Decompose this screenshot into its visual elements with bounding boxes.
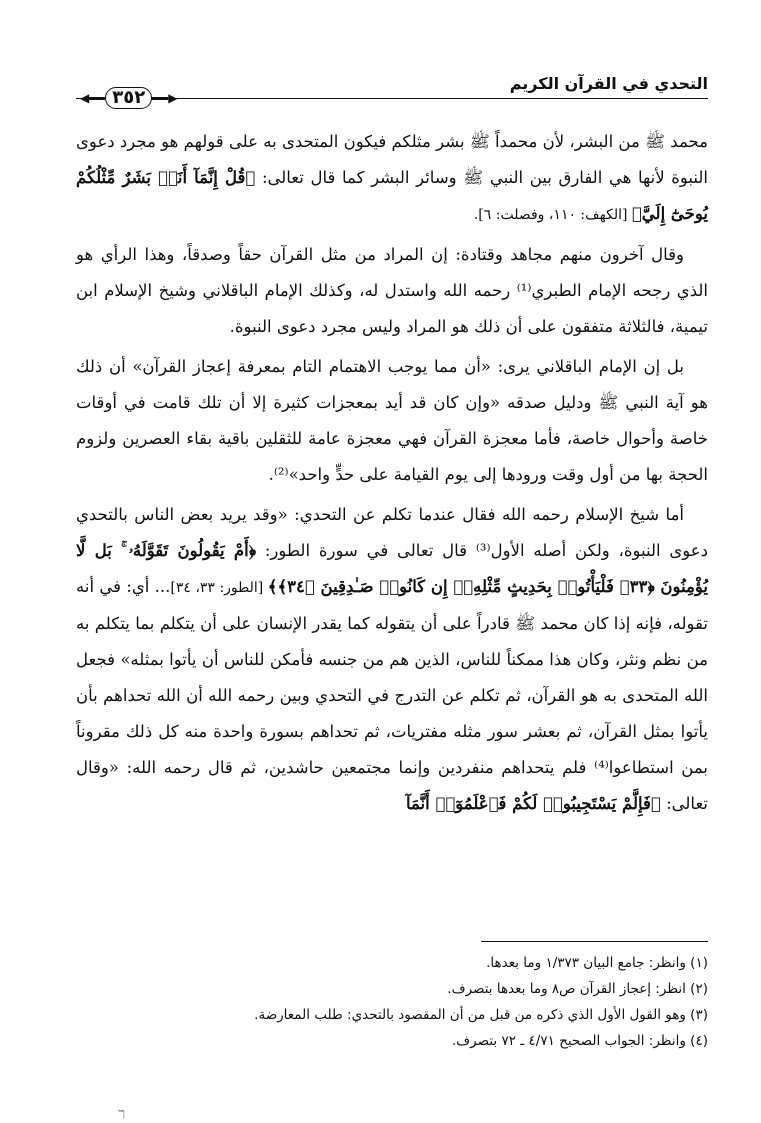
header-title: التحدي في القرآن الكريم <box>509 74 708 93</box>
ornament-right-dash <box>152 97 168 100</box>
ornament-right-arrow-icon: ▶ <box>168 91 178 105</box>
paragraph-4 <box>76 497 708 822</box>
verse-reference: [الطور: ٣٣، ٣٤] <box>170 580 268 596</box>
footnote: (٣) وهو القول الأول الذي ذكره من قبل من أن المقصود بالتحدي: طلب المعارضة. <box>254 1007 708 1023</box>
ornament-left-arrow-icon: ◀ <box>80 91 90 105</box>
paragraph-2: وقال آخرون منهم مجاهد وقتادة: إن المراد من مثل القرآن حقاً وصدقاً، وهذا الرأي هو الذي رجحه الإمام الطبري⁽¹⁾ رحمه الله واستدل له، وكذلك الإمام الباقلاني وشيخ الإسلام ابن تيمية، فالثلاثة متفقون على أن ذلك هو المراد وليس مجرد دعوى النبوة. <box>76 245 708 336</box>
paragraph-3: بل إن الإمام الباقلاني يرى: «أن مما يوجب الاهتمام التام بمعرفة إعجاز القرآن» أن ذلك هو آية النبي ﷺ ودليل صدقه «وإن كان قد أيد بمعجزات كثيرة إلا أن تلك قامت في أوقات خاصة وأحوال خاصة، فأما معجزة القرآن فهي معجزة عامة للثقلين باقية بقاء العصرين ولزوم الحجة بها من أول وقت ورودها إلى يوم القيامة على حدٍّ واحد»⁽²⁾. <box>76 357 708 484</box>
footnote: (١) وانظر: جامع البيان ١/٣٧٣ وما بعدها. <box>486 955 708 971</box>
footnote: (٢) انظر: إعجاز القرآن ص٨ وما بعدها بتصرف. <box>447 981 708 997</box>
verse-reference: [الكهف: ١١٠، وفصلت: ٦]. <box>473 207 632 223</box>
ornament-left-dash <box>89 97 105 100</box>
footnote-separator <box>481 941 708 942</box>
paragraph-4-text: أما شيخ الإسلام رحمه الله فقال عندما تكلم عن التحدي: «وقد يريد بعض الناس بالتحدي دعوى النبوة، ولكن أصله الأول⁽³⁾ قال تعالى في سورة الطور: <box>76 505 708 560</box>
paragraph-4-continuation: ... أي: في أنه تقوله، فإنه إذا كان محمد ﷺ قادراً على أن يتقوله كما يقدر الإنسان على أن يتكلم بما يتكلم به من نظم ونثر، وكان هذا ممكناً للناس، الذين هم من جنسه فأمكن للناس أن يأتوا بمثله» فجعل الله المتحدى به هو القرآن، ثم تكلم عن التدرج في التحدي وبين رحمه الله أن الله تحداهم بأن يأتوا بمثل القرآن، ثم بعشر سور مثله مفتريات، ثم تحداهم بسورة واحدة منه كل ذلك مقروناً بمن استطاعوا⁽⁴⁾ فلم يتحداهم منفردين وإنما مجتمعين حاشدين، ثم قال رحمه الله: «وقال تعالى: <box>76 577 708 813</box>
quran-verse: ﴿أَمْ يَقُولُونَ تَقَوَّلَهُۥ ۚ بَل لَّا يُؤْمِنُونَ ﴿٣٣﴾ فَلْيَأْتُوا۟ بِحَدِيثٍ مِّثْلِهِۦٓ إِن كَانُوا۟ صَـٰدِقِينَ ﴿٣٤﴾﴾ <box>76 541 709 596</box>
paragraph-1-text: محمد ﷺ من البشر، لأن محمداً ﷺ بشر مثلكم فيكون المتحدى به على قولهم هو مجرد دعوى النبوة لأنها هي الفارق بين النبي ﷺ وسائر البشر كما قال تعالى: <box>76 132 708 187</box>
page-number-ornament <box>80 87 177 109</box>
footnotes <box>76 950 708 1054</box>
paragraph-1 <box>76 124 708 233</box>
scan-mark: ℸ <box>118 1108 126 1121</box>
quran-verse: ﴿قُلْ إِنَّمَآ أَنَا۠ بَشَرٌ مِّثْلُكُمْ يُوحَىٰٓ إِلَيَّ﴾ <box>76 168 708 223</box>
page-number: ٣٥٢ <box>105 87 152 109</box>
quran-verse: ﴿فَإِلَّمْ يَسْتَجِيبُوا۟ لَكُمْ فَٱعْلَمُوٓا۟ أَنَّمَآ <box>405 794 661 813</box>
body-text <box>76 124 708 826</box>
footnote: (٤) وانظر: الجواب الصحيح ٤/٧١ ـ ٧٢ بتصرف. <box>451 1033 708 1049</box>
running-header <box>76 72 708 108</box>
